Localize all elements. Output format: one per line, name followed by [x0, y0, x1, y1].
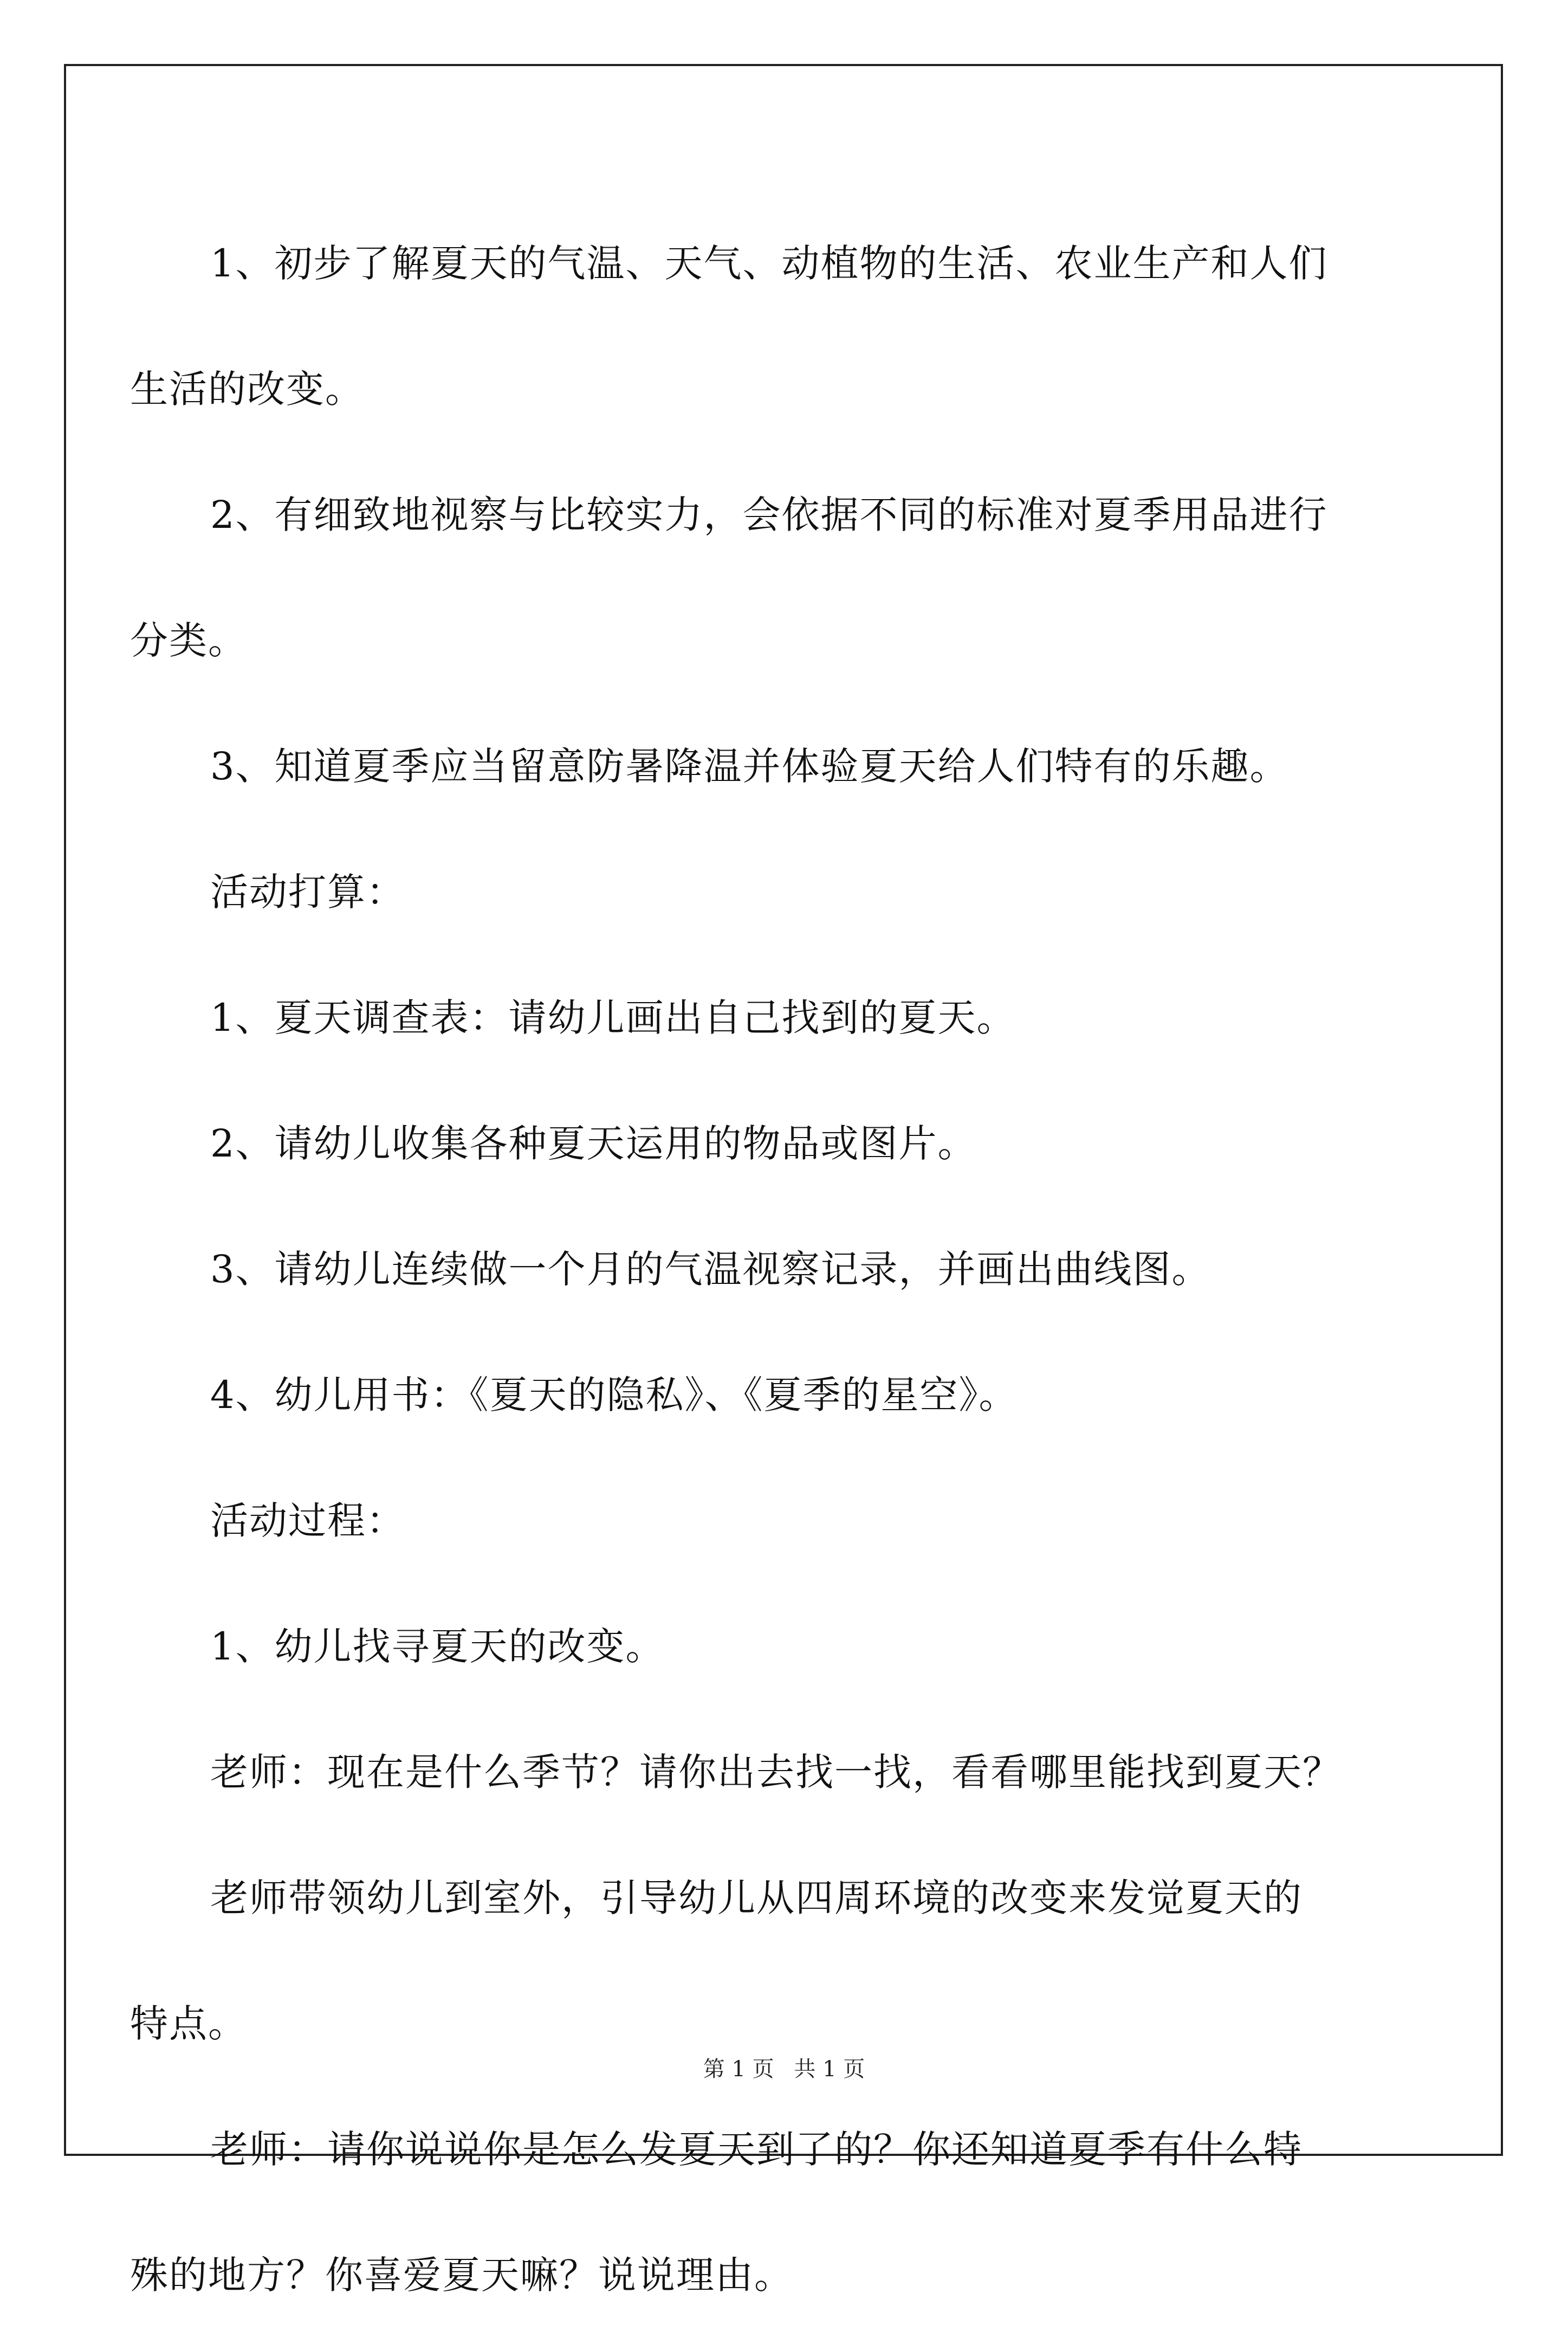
paragraph-line: 4、幼儿用书：《夏天的隐私》、《夏季的星空》。 [210, 1373, 1018, 1417]
paragraph-line: 老师：请你说说你是怎么发夏天到了的？你还知道夏季有什么特 [210, 2127, 1303, 2172]
paragraph-line: 2、请幼儿收集各种夏天运用的物品或图片。 [210, 1121, 977, 1166]
section-heading: 活动打算： [210, 870, 405, 914]
page-footer [0, 2053, 1568, 2085]
paragraph-line: 1、初步了解夏天的气温、天气、动植物的生活、农业生产和人们 [210, 241, 1328, 286]
paragraph-line: 1、夏天调查表：请幼儿画出自己找到的夏天。 [210, 996, 1016, 1040]
paragraph-line: 老师带领幼儿到室外，引导幼儿从四周环境的改变来发觉夏天的 [210, 1876, 1303, 1920]
paragraph-line: 生活的改变。 [130, 367, 364, 411]
paragraph-line: 老师：现在是什么季节？请你出去找一找，看看哪里能找到夏天？ [210, 1750, 1342, 1794]
paragraph-line: 分类。 [130, 618, 247, 663]
paragraph-line: 1、幼儿找寻夏天的改变。 [210, 1624, 665, 1669]
paragraph-line: 2、有细致地视察与比较实力，会依据不同的标准对夏季用品进行 [210, 493, 1328, 537]
paragraph-line: 特点。 [130, 2001, 247, 2046]
paragraph-line: 殊的地方？你喜爱夏天嘛？说说理由。 [130, 2253, 793, 2297]
page-number-current: 第 1 页 [703, 2057, 774, 2082]
document-body [130, 201, 1420, 2338]
page-number-total: 共 1 页 [794, 2057, 865, 2082]
section-heading: 活动过程： [210, 1499, 405, 1543]
paragraph-line: 3、请幼儿连续做一个月的气温视察记录，并画出曲线图。 [210, 1247, 1211, 1291]
paragraph-line: 3、知道夏季应当留意防暑降温并体验夏天给人们特有的乐趣。 [210, 744, 1289, 789]
